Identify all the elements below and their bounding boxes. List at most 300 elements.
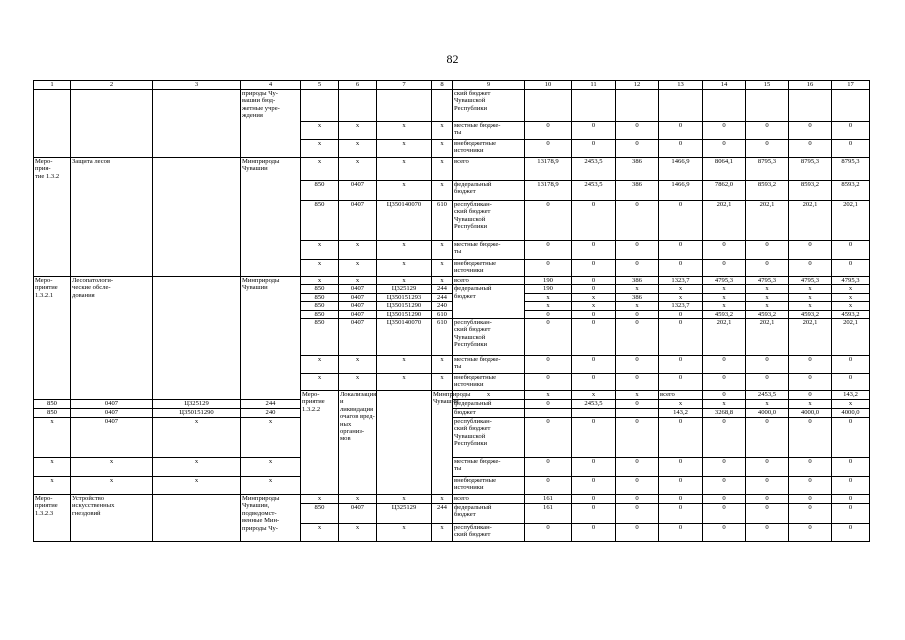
- value-cell: 0: [525, 319, 572, 356]
- value-cell: 0: [616, 495, 659, 504]
- value-cell: 0: [572, 122, 616, 140]
- value-cell: 0: [572, 201, 616, 241]
- value-cell: 8593,2: [832, 181, 870, 201]
- value-cell: 0: [525, 524, 572, 542]
- header-cell: 6: [339, 81, 377, 90]
- table-cell: 610: [432, 310, 453, 318]
- table-cell: х: [301, 277, 339, 285]
- value-cell: 0: [659, 458, 703, 477]
- value-cell: х: [703, 293, 746, 301]
- value-cell: 7862,0: [703, 181, 746, 201]
- table-cell: х: [339, 374, 377, 391]
- value-cell: [616, 90, 659, 122]
- table-cell: 850: [34, 409, 71, 418]
- source-cell: всего: [453, 495, 525, 504]
- table-cell: 0407: [71, 409, 153, 418]
- table-cell: 0407: [339, 201, 377, 241]
- table-cell: 850: [301, 201, 339, 241]
- table-cell: х: [377, 356, 432, 374]
- value-cell: 0: [789, 524, 832, 542]
- header-cell: 7: [377, 81, 432, 90]
- header-cell: 5: [301, 81, 339, 90]
- value-cell: 386: [616, 277, 659, 285]
- value-cell: х: [616, 302, 659, 310]
- table-cell: 850: [301, 302, 339, 310]
- value-cell: 0: [525, 201, 572, 241]
- value-cell: 386: [616, 181, 659, 201]
- table-cell: 0407: [339, 285, 377, 293]
- value-cell: 1323,7: [659, 302, 703, 310]
- value-cell: 0: [832, 241, 870, 260]
- source-cell: местные бюдже- ты: [453, 122, 525, 140]
- table-cell: х: [71, 477, 153, 495]
- value-cell: 0: [746, 504, 789, 524]
- table-cell: х: [432, 495, 453, 504]
- value-cell: х: [703, 302, 746, 310]
- value-cell: 4000,0: [746, 409, 789, 418]
- value-cell: [616, 409, 659, 418]
- table-cell: х: [432, 260, 453, 277]
- table-cell: х: [432, 158, 453, 181]
- table-cell: 850: [301, 504, 339, 524]
- header-cell: 4: [241, 81, 301, 90]
- responsible: Минприроды Чувашии: [241, 158, 301, 277]
- value-cell: 0: [703, 524, 746, 542]
- value-cell: 8795,3: [746, 158, 789, 181]
- table-cell: х: [34, 477, 71, 495]
- table-cell: х: [339, 356, 377, 374]
- header-cell: 11: [572, 81, 616, 90]
- value-cell: х: [703, 285, 746, 293]
- table-cell: 0407: [339, 504, 377, 524]
- measure-code: Меро- приятие 1.3.2.1: [34, 277, 71, 400]
- value-cell: 0: [703, 122, 746, 140]
- measure-col3: [153, 158, 241, 277]
- table-cell: х: [525, 391, 572, 400]
- table-cell: х: [432, 140, 453, 158]
- value-cell: 0: [616, 122, 659, 140]
- value-cell: 0: [616, 140, 659, 158]
- value-cell: 0: [572, 374, 616, 391]
- table-cell: х: [339, 122, 377, 140]
- value-cell: 0: [525, 241, 572, 260]
- value-cell: 0: [616, 504, 659, 524]
- table-cell: х: [301, 158, 339, 181]
- value-cell: 1323,7: [659, 277, 703, 285]
- table-cell: Ц325129: [377, 504, 432, 524]
- value-cell: 0: [789, 122, 832, 140]
- value-cell: х: [832, 285, 870, 293]
- table-cell: х: [301, 374, 339, 391]
- value-cell: 0: [832, 356, 870, 374]
- value-cell: 0: [832, 477, 870, 495]
- measure-name: Устройство искусственных гнездовий: [71, 495, 153, 542]
- table-cell: Ц325129: [153, 400, 241, 409]
- value-cell: 8593,2: [746, 181, 789, 201]
- value-cell: 0: [572, 504, 616, 524]
- value-cell: 202,1: [746, 319, 789, 356]
- value-cell: 0: [659, 201, 703, 241]
- value-cell: 1466,9: [659, 181, 703, 201]
- value-cell: 0: [832, 122, 870, 140]
- value-cell: 0: [703, 356, 746, 374]
- source-cell: ский бюджет Чувашской Республики: [453, 90, 525, 122]
- value-cell: 4000,0: [789, 409, 832, 418]
- table-cell: 610: [432, 201, 453, 241]
- table-cell: х: [339, 277, 377, 285]
- value-cell: 0: [832, 504, 870, 524]
- table-cell: х: [339, 158, 377, 181]
- value-cell: [789, 90, 832, 122]
- value-cell: х: [746, 302, 789, 310]
- value-cell: х: [572, 302, 616, 310]
- table-cell: 244: [432, 293, 453, 301]
- value-cell: 0: [616, 319, 659, 356]
- responsible: природы Чу- вашии бюд- жетные учре- ждения: [241, 90, 301, 158]
- source-cell: местные бюдже- ты: [453, 241, 525, 260]
- value-cell: 2453,5: [572, 400, 616, 409]
- responsible: Минприроды Чувашии: [432, 391, 453, 495]
- table-body: [34, 81, 870, 542]
- value-cell: 0: [616, 524, 659, 542]
- table-cell: [432, 90, 453, 122]
- value-cell: 4593,2: [789, 310, 832, 318]
- measure-name: Лесопатологи- ческие обсле- дования: [71, 277, 153, 400]
- table-cell: х: [432, 277, 453, 285]
- source-cell: республикан- ский бюджет: [453, 524, 525, 542]
- value-cell: 4593,2: [703, 310, 746, 318]
- value-cell: 0: [703, 504, 746, 524]
- header-cell: 2: [71, 81, 153, 90]
- table-cell: [301, 90, 339, 122]
- table-cell: Ц350140070: [377, 201, 432, 241]
- value-cell: 0: [746, 374, 789, 391]
- value-cell: 161: [525, 504, 572, 524]
- value-cell: [572, 90, 616, 122]
- measure-code: Меро- приятие 1.3.2.3: [34, 495, 71, 542]
- value-cell: 202,1: [832, 201, 870, 241]
- value-cell: 202,1: [703, 201, 746, 241]
- table-cell: х: [153, 477, 241, 495]
- value-cell: 0: [572, 524, 616, 542]
- value-cell: 0: [832, 374, 870, 391]
- source-cell: всего: [453, 277, 525, 285]
- value-cell: 4593,2: [832, 310, 870, 318]
- value-cell: 4000,0: [832, 409, 870, 418]
- table-cell: х: [301, 495, 339, 504]
- value-cell: 8795,3: [832, 158, 870, 181]
- source-cell: бюджет: [453, 409, 525, 418]
- value-cell: 8795,3: [789, 158, 832, 181]
- value-cell: 0: [525, 140, 572, 158]
- value-cell: 0: [572, 319, 616, 356]
- source-cell: республикан- ский бюджет Чувашской Республики: [453, 201, 525, 241]
- value-cell: 0: [703, 260, 746, 277]
- value-cell: 0: [832, 140, 870, 158]
- header-cell: 16: [789, 81, 832, 90]
- value-cell: 0: [659, 122, 703, 140]
- measure-code: [34, 90, 71, 158]
- table-cell: х: [377, 241, 432, 260]
- measure-name: Защита лесов: [71, 158, 153, 277]
- table-cell: х: [377, 495, 432, 504]
- table-cell: х: [377, 524, 432, 542]
- table-row: [34, 495, 870, 504]
- responsible: Минприроды Чувашии, подведомст- венные Мин- природы Чу-: [241, 495, 301, 542]
- value-cell: 0: [572, 310, 616, 318]
- source-cell: местные бюдже- ты: [453, 356, 525, 374]
- source-cell: внебюджетные источники: [453, 260, 525, 277]
- value-cell: 0: [659, 418, 703, 458]
- source-cell: всего: [453, 158, 525, 181]
- value-cell: 0: [659, 140, 703, 158]
- table-cell: 0407: [339, 310, 377, 318]
- table-cell: Ц350151290: [377, 302, 432, 310]
- value-cell: 0: [789, 458, 832, 477]
- value-cell: 0: [616, 458, 659, 477]
- table-cell: х: [301, 241, 339, 260]
- table-cell: х: [34, 418, 71, 458]
- header-cell: 3: [153, 81, 241, 90]
- value-cell: 0: [659, 495, 703, 504]
- value-cell: 0: [572, 277, 616, 285]
- value-cell: 0: [703, 374, 746, 391]
- table-cell: х: [432, 122, 453, 140]
- value-cell: 4795,3: [832, 277, 870, 285]
- value-cell: 0: [659, 504, 703, 524]
- value-cell: 0: [659, 319, 703, 356]
- table-cell: х: [377, 181, 432, 201]
- value-cell: 0: [789, 495, 832, 504]
- table-cell: 240: [432, 302, 453, 310]
- table-cell: 244: [432, 504, 453, 524]
- value-cell: х: [832, 400, 870, 409]
- table-cell: х: [432, 374, 453, 391]
- value-cell: 0: [832, 458, 870, 477]
- source-cell: всего: [659, 391, 703, 400]
- header-cell: 8: [432, 81, 453, 90]
- value-cell: 2453,5: [746, 391, 789, 400]
- header-cell: 13: [659, 81, 703, 90]
- value-cell: 0: [616, 310, 659, 318]
- value-cell: 0: [616, 356, 659, 374]
- table-cell: 0407: [71, 400, 153, 409]
- table-cell: х: [432, 181, 453, 201]
- value-cell: 0: [746, 495, 789, 504]
- value-cell: 0: [525, 477, 572, 495]
- value-cell: 161: [525, 495, 572, 504]
- value-cell: 13178,9: [525, 158, 572, 181]
- table-cell: х: [153, 458, 241, 477]
- value-cell: 0: [659, 310, 703, 318]
- value-cell: х: [616, 285, 659, 293]
- value-cell: 0: [572, 418, 616, 458]
- value-cell: 0: [746, 241, 789, 260]
- header-cell: 15: [746, 81, 789, 90]
- value-cell: 0: [703, 391, 746, 400]
- value-cell: 190: [525, 277, 572, 285]
- value-cell: 0: [616, 374, 659, 391]
- table-cell: 244: [432, 285, 453, 293]
- table-cell: 0407: [339, 293, 377, 301]
- value-cell: 0: [746, 458, 789, 477]
- value-cell: 0: [703, 140, 746, 158]
- value-cell: [746, 90, 789, 122]
- table-cell: 0407: [339, 319, 377, 356]
- table-cell: 0407: [339, 302, 377, 310]
- value-cell: 0: [746, 356, 789, 374]
- value-cell: 0: [746, 122, 789, 140]
- value-cell: 0: [616, 201, 659, 241]
- measure-col3: [153, 495, 241, 542]
- value-cell: 0: [616, 400, 659, 409]
- source-cell: внебюджетные источники: [453, 374, 525, 391]
- value-cell: [703, 90, 746, 122]
- value-cell: 0: [746, 477, 789, 495]
- value-cell: 0: [572, 458, 616, 477]
- source-cell: федеральный бюджет: [453, 504, 525, 524]
- budget-table: [33, 80, 870, 542]
- header-cell: 14: [703, 81, 746, 90]
- source-cell: федеральный: [453, 400, 525, 409]
- header-cell: 12: [616, 81, 659, 90]
- value-cell: 0: [572, 495, 616, 504]
- value-cell: х: [789, 285, 832, 293]
- table-cell: Ц325129: [377, 285, 432, 293]
- value-cell: [659, 90, 703, 122]
- table-cell: 610: [432, 319, 453, 356]
- value-cell: 0: [525, 310, 572, 318]
- value-cell: 202,1: [746, 201, 789, 241]
- table-row: [34, 90, 870, 122]
- responsible: Минприроды Чувашии: [241, 277, 301, 400]
- value-cell: 0: [616, 260, 659, 277]
- measure-code: Меро- прия- тие 1.3.2: [34, 158, 71, 277]
- table-cell: [339, 90, 377, 122]
- value-cell: х: [832, 302, 870, 310]
- value-cell: 0: [832, 260, 870, 277]
- value-cell: 190: [525, 285, 572, 293]
- value-cell: 0: [832, 495, 870, 504]
- table-cell: х: [153, 418, 241, 458]
- value-cell: 0: [525, 400, 572, 409]
- value-cell: 202,1: [832, 319, 870, 356]
- table-cell: 850: [301, 285, 339, 293]
- value-cell: 4795,3: [746, 277, 789, 285]
- value-cell: х: [746, 285, 789, 293]
- table-cell: х: [453, 391, 525, 400]
- value-cell: 0: [616, 418, 659, 458]
- table-cell: х: [241, 477, 301, 495]
- value-cell: 202,1: [789, 201, 832, 241]
- header-cell: 9: [453, 81, 525, 90]
- source-cell: местные бюдже- ты: [453, 458, 525, 477]
- table-cell: х: [34, 458, 71, 477]
- value-cell: 1466,9: [659, 158, 703, 181]
- value-cell: х: [703, 400, 746, 409]
- table-cell: 0407: [339, 181, 377, 201]
- value-cell: х: [789, 293, 832, 301]
- measure-name: [71, 90, 153, 158]
- value-cell: 4593,2: [746, 310, 789, 318]
- table-cell: Ц350151290: [153, 409, 241, 418]
- source-cell: федеральный бюджет: [453, 181, 525, 201]
- value-cell: 0: [659, 356, 703, 374]
- value-cell: х: [659, 400, 703, 409]
- value-cell: х: [746, 293, 789, 301]
- value-cell: 4795,3: [789, 277, 832, 285]
- table-cell: 850: [301, 181, 339, 201]
- value-cell: 0: [659, 241, 703, 260]
- table-cell: 0407: [71, 418, 153, 458]
- value-cell: 0: [789, 260, 832, 277]
- table-cell: х: [339, 140, 377, 158]
- value-cell: 0: [659, 524, 703, 542]
- value-cell: 0: [572, 260, 616, 277]
- value-cell: х: [746, 400, 789, 409]
- value-cell: х: [525, 293, 572, 301]
- table-cell: х: [616, 391, 659, 400]
- value-cell: 143,2: [659, 409, 703, 418]
- value-cell: 0: [789, 391, 832, 400]
- measure-col3: [377, 391, 432, 495]
- value-cell: [832, 90, 870, 122]
- value-cell: 0: [659, 374, 703, 391]
- value-cell: 0: [746, 260, 789, 277]
- table-cell: х: [339, 495, 377, 504]
- table-cell: х: [241, 418, 301, 458]
- table-cell: х: [432, 241, 453, 260]
- value-cell: 0: [789, 241, 832, 260]
- table-cell: 850: [301, 310, 339, 318]
- source-cell: внебюджетные источники: [453, 140, 525, 158]
- value-cell: 0: [525, 122, 572, 140]
- table-cell: х: [377, 122, 432, 140]
- table-cell: х: [339, 524, 377, 542]
- source-cell: внебюджетные источники: [453, 477, 525, 495]
- table-cell: х: [432, 356, 453, 374]
- value-cell: 202,1: [789, 319, 832, 356]
- table-cell: х: [339, 241, 377, 260]
- measure-code: Меро- приятие 1.3.2.2: [301, 391, 339, 495]
- table-cell: х: [71, 458, 153, 477]
- table-cell: [377, 90, 432, 122]
- value-cell: [572, 409, 616, 418]
- value-cell: х: [832, 293, 870, 301]
- measure-col3: [153, 90, 241, 158]
- value-cell: х: [525, 302, 572, 310]
- source-cell: федеральный бюджет: [453, 285, 525, 319]
- table-cell: х: [377, 140, 432, 158]
- table-cell: х: [377, 260, 432, 277]
- value-cell: 0: [746, 418, 789, 458]
- value-cell: х: [659, 285, 703, 293]
- page-number: 82: [446, 52, 459, 66]
- value-cell: 3268,8: [703, 409, 746, 418]
- value-cell: 0: [789, 374, 832, 391]
- value-cell: 202,1: [703, 319, 746, 356]
- measure-col3: [153, 277, 241, 400]
- table-row: [34, 277, 870, 285]
- value-cell: х: [789, 302, 832, 310]
- table-cell: х: [301, 122, 339, 140]
- value-cell: 0: [703, 241, 746, 260]
- table-cell: Ц350151293: [377, 293, 432, 301]
- value-cell: 0: [659, 260, 703, 277]
- value-cell: 0: [525, 356, 572, 374]
- table-cell: х: [241, 458, 301, 477]
- value-cell: 0: [832, 418, 870, 458]
